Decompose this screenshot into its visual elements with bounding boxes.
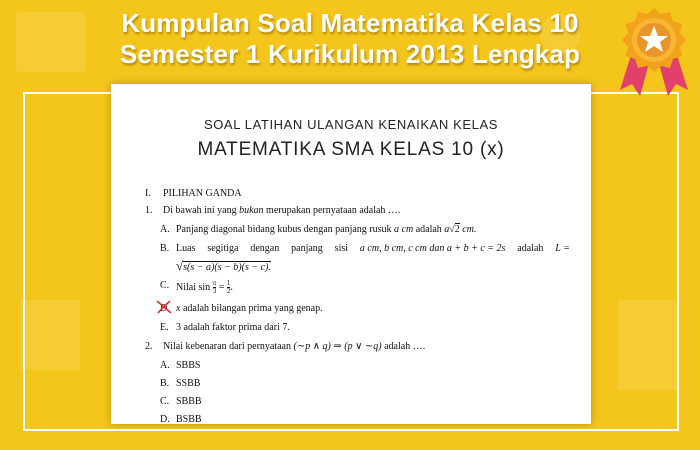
option-key: A. xyxy=(160,224,170,235)
option-text: x adalah bilangan prima yang genap. xyxy=(176,303,323,314)
question-number: 2. xyxy=(145,341,153,352)
worksheet-title: SOAL LATIHAN ULANGAN KENAIKAN KELAS xyxy=(203,117,499,132)
option-key: A. xyxy=(160,360,170,371)
headline-line-1: Kumpulan Soal Matematika Kelas 10 xyxy=(121,8,579,38)
option-key: D. xyxy=(160,414,170,424)
option-key: B. xyxy=(160,378,170,389)
formula: √s(s − a)(s − b)(s − c). xyxy=(176,258,271,273)
option-text: SBBS xyxy=(176,360,201,371)
option-key: C. xyxy=(160,396,170,407)
worksheet-page xyxy=(111,84,591,424)
worksheet-subtitle: MATEMATIKA SMA KELAS 10 (x) xyxy=(197,139,505,160)
option-key: C. xyxy=(160,280,170,291)
headline xyxy=(60,8,640,70)
award-badge-icon xyxy=(612,4,696,104)
question-text: Nilai kebenaran dari pernyataan (∼p ∧ q) ⇒ (p ∨ ∼q) adalah …. xyxy=(163,341,426,352)
question-text: Di bawah ini yang bukan merupakan pernyataan adalah …. xyxy=(163,205,401,216)
option-text: Panjang diagonal bidang kubus dengan panjang rusuk a cm adalah a√2 cm. xyxy=(176,224,477,235)
option-text: BSBB xyxy=(176,414,202,424)
answer-cross-mark-icon xyxy=(155,299,173,315)
option-text: 3 adalah faktor prima dari 7. xyxy=(176,322,290,333)
section-label: PILIHAN GANDA xyxy=(163,188,242,199)
headline-line-2: Semester 1 Kurikulum 2013 Lengkap xyxy=(119,39,581,69)
option-text: Nilai sin $\frac{\pi}{3}$ = $\frac{1}{2}$ . xyxy=(176,279,233,295)
option-key: E. xyxy=(160,322,169,333)
option-key: D. xyxy=(160,303,170,314)
question-number: 1. xyxy=(145,205,153,216)
section-number: I. xyxy=(145,188,151,199)
option-text: Luas segitiga dengan panjang sisi a cm, b cm, c cm dan a + b + c = 2s adalah L = xyxy=(176,243,570,254)
option-text: SBBB xyxy=(176,396,202,407)
option-text: SSBB xyxy=(176,378,201,389)
option-key: B. xyxy=(160,243,170,254)
